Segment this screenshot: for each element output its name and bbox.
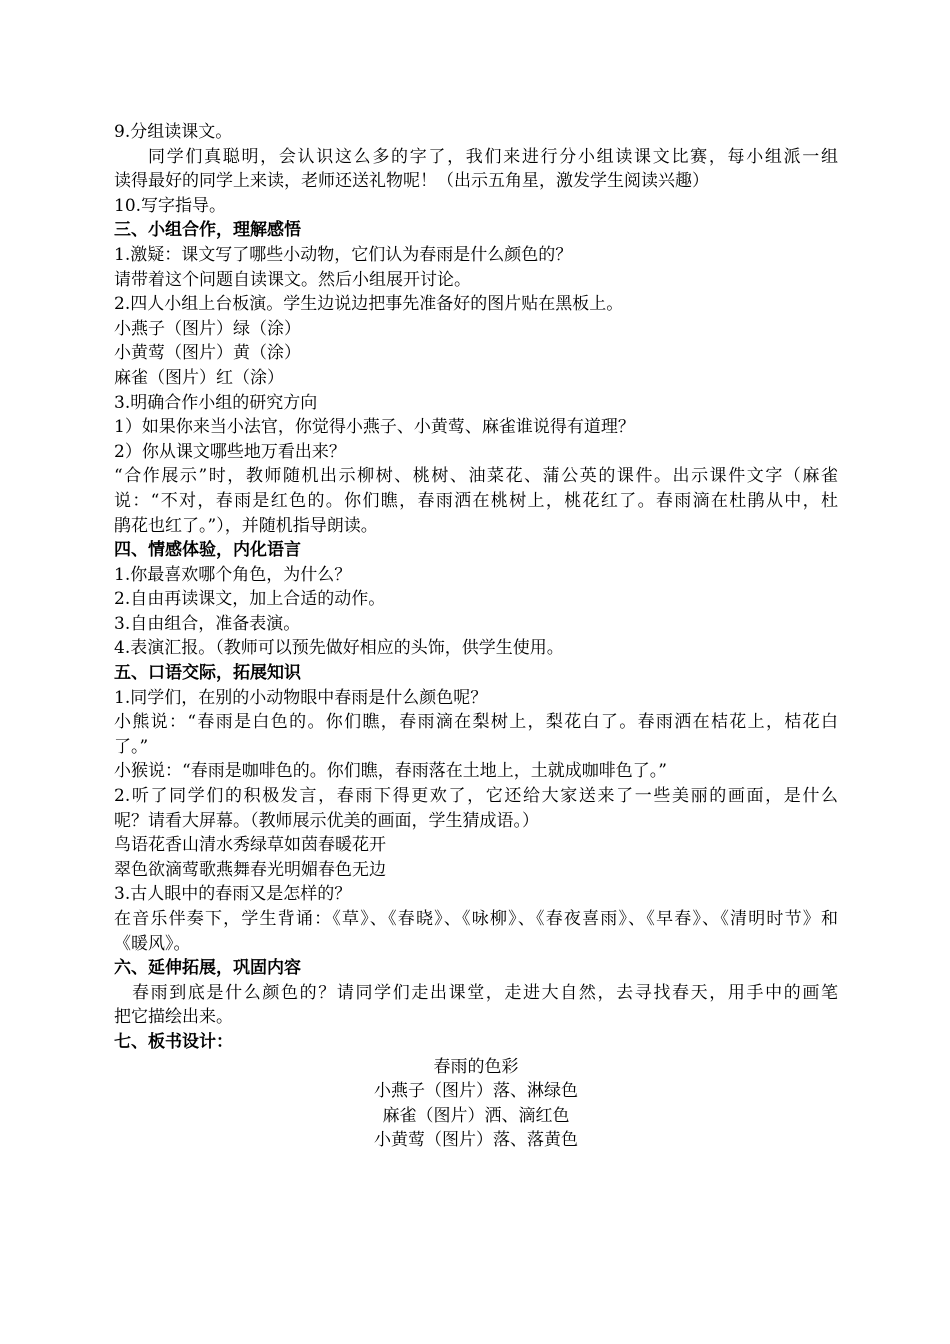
- text-line: 3.自由组合，准备表演。: [114, 613, 301, 634]
- text-line: 2）你从课文哪些地万看出来？: [114, 441, 346, 462]
- text-line: 说：“不对，春雨是红色的。你们瞧，春雨洒在桃树上，桃花红了。春雨滴在杜鹃从中，杜: [114, 490, 838, 511]
- text-line: 鹃花也红了。”），并随机指导朗读。: [114, 515, 378, 536]
- text-line: 了。”: [114, 736, 149, 757]
- text-line: 3.古人眼中的春雨又是怎样的？: [114, 884, 352, 905]
- text-line: 春雨的色彩: [433, 1056, 519, 1077]
- text-line: 1.激疑：课文写了哪些小动物，它们认为春雨是什么颜色的？: [114, 244, 573, 265]
- text-line: 读得最好的同学上来读，老师还送礼物呢！（出示五角星，激发学生阅读兴趣）: [114, 171, 709, 192]
- text-line: 小猴说：“春雨是咖啡色的。你们瞧，春雨落在土地上，土就成咖啡色了。”: [114, 761, 667, 782]
- text-line: 2.自由再读课文，加上合适的动作。: [114, 589, 386, 610]
- text-line: “合作展示”时，教师随机出示柳树、桃树、油菜花、蒲公英的课件。出示课件文字（麻雀: [114, 466, 838, 487]
- text-line: 10.写字指导。: [114, 195, 227, 216]
- text-line: 2.四人小组上台板演。学生边说边把事先准备好的图片贴在黑板上。: [114, 294, 624, 315]
- text-line: 1.同学们，在别的小动物眼中春雨是什么颜色呢？: [114, 687, 488, 708]
- text-line: 3.明确合作小组的研究方向: [114, 392, 318, 413]
- section-heading: 七、板书设计：: [114, 1031, 233, 1052]
- text-line: 小黄莺（图片）落、落黄色: [374, 1130, 578, 1151]
- section-heading: 六、延伸拓展，巩固内容: [114, 958, 301, 979]
- text-line: 在音乐伴奏下，学生背诵：《草》、《春晓》、《咏柳》、《春夜喜雨》、《早春》、《清明时节》和: [114, 909, 838, 929]
- text-line: 请带着这个问题自读课文。然后小组展开讨论。: [114, 269, 471, 290]
- text-line: 小熊说：“春雨是白色的。你们瞧，春雨滴在梨树上，梨花白了。春雨洒在桔花上，桔花白: [114, 712, 838, 733]
- text-line: 翠色欲滴莺歌燕舞春光明媚春色无边: [114, 859, 386, 880]
- text-line: 鸟语花香山清水秀绿草如茵春暖花开: [114, 835, 386, 856]
- text-line: 麻雀（图片）红（涂）: [114, 367, 284, 388]
- text-line: 呢？请看大屏幕。（教师展示优美的画面，学生猜成语。）: [114, 810, 539, 831]
- text-line: 9.分组读课文。: [114, 122, 233, 142]
- document-page: [114, 120, 838, 1153]
- text-line: 1）如果你来当小法官，你觉得小燕子、小黄莺、麻雀谁说得有道理？: [114, 417, 635, 438]
- text-line: 小黄莺（图片）黄（涂）: [114, 343, 301, 364]
- section-heading: 三、小组合作，理解感悟: [114, 220, 301, 241]
- text-line: 同学们真聪明，会认识这么多的字了，我们来进行分小组读课文比赛，每小组派一组: [148, 146, 838, 167]
- text-line: 2.听了同学们的积极发言，春雨下得更欢了，它还给大家送来了一些美丽的画面，是什么: [114, 786, 838, 807]
- text-line: 4.表演汇报。（教师可以预先做好相应的头饰，供学生使用。: [114, 638, 564, 659]
- section-heading: 五、口语交际，拓展知识: [114, 663, 301, 684]
- text-line: 小燕子（图片）绿（涂）: [114, 318, 301, 339]
- text-line: 《暖风》。: [114, 933, 191, 954]
- text-line: 1.你最喜欢哪个角色，为什么？: [114, 564, 352, 585]
- text-line: 小燕子（图片）落、淋绿色: [374, 1081, 578, 1102]
- section-heading: 四、情感体验，内化语言: [114, 540, 301, 561]
- text-line: 麻雀（图片）洒、滴红色: [382, 1105, 570, 1126]
- text-line: 春雨到底是什么颜色的？请同学们走出课堂，走进大自然，去寻找春天，用手中的画笔: [132, 982, 838, 1003]
- text-line: 把它描绘出来。: [114, 1007, 233, 1028]
